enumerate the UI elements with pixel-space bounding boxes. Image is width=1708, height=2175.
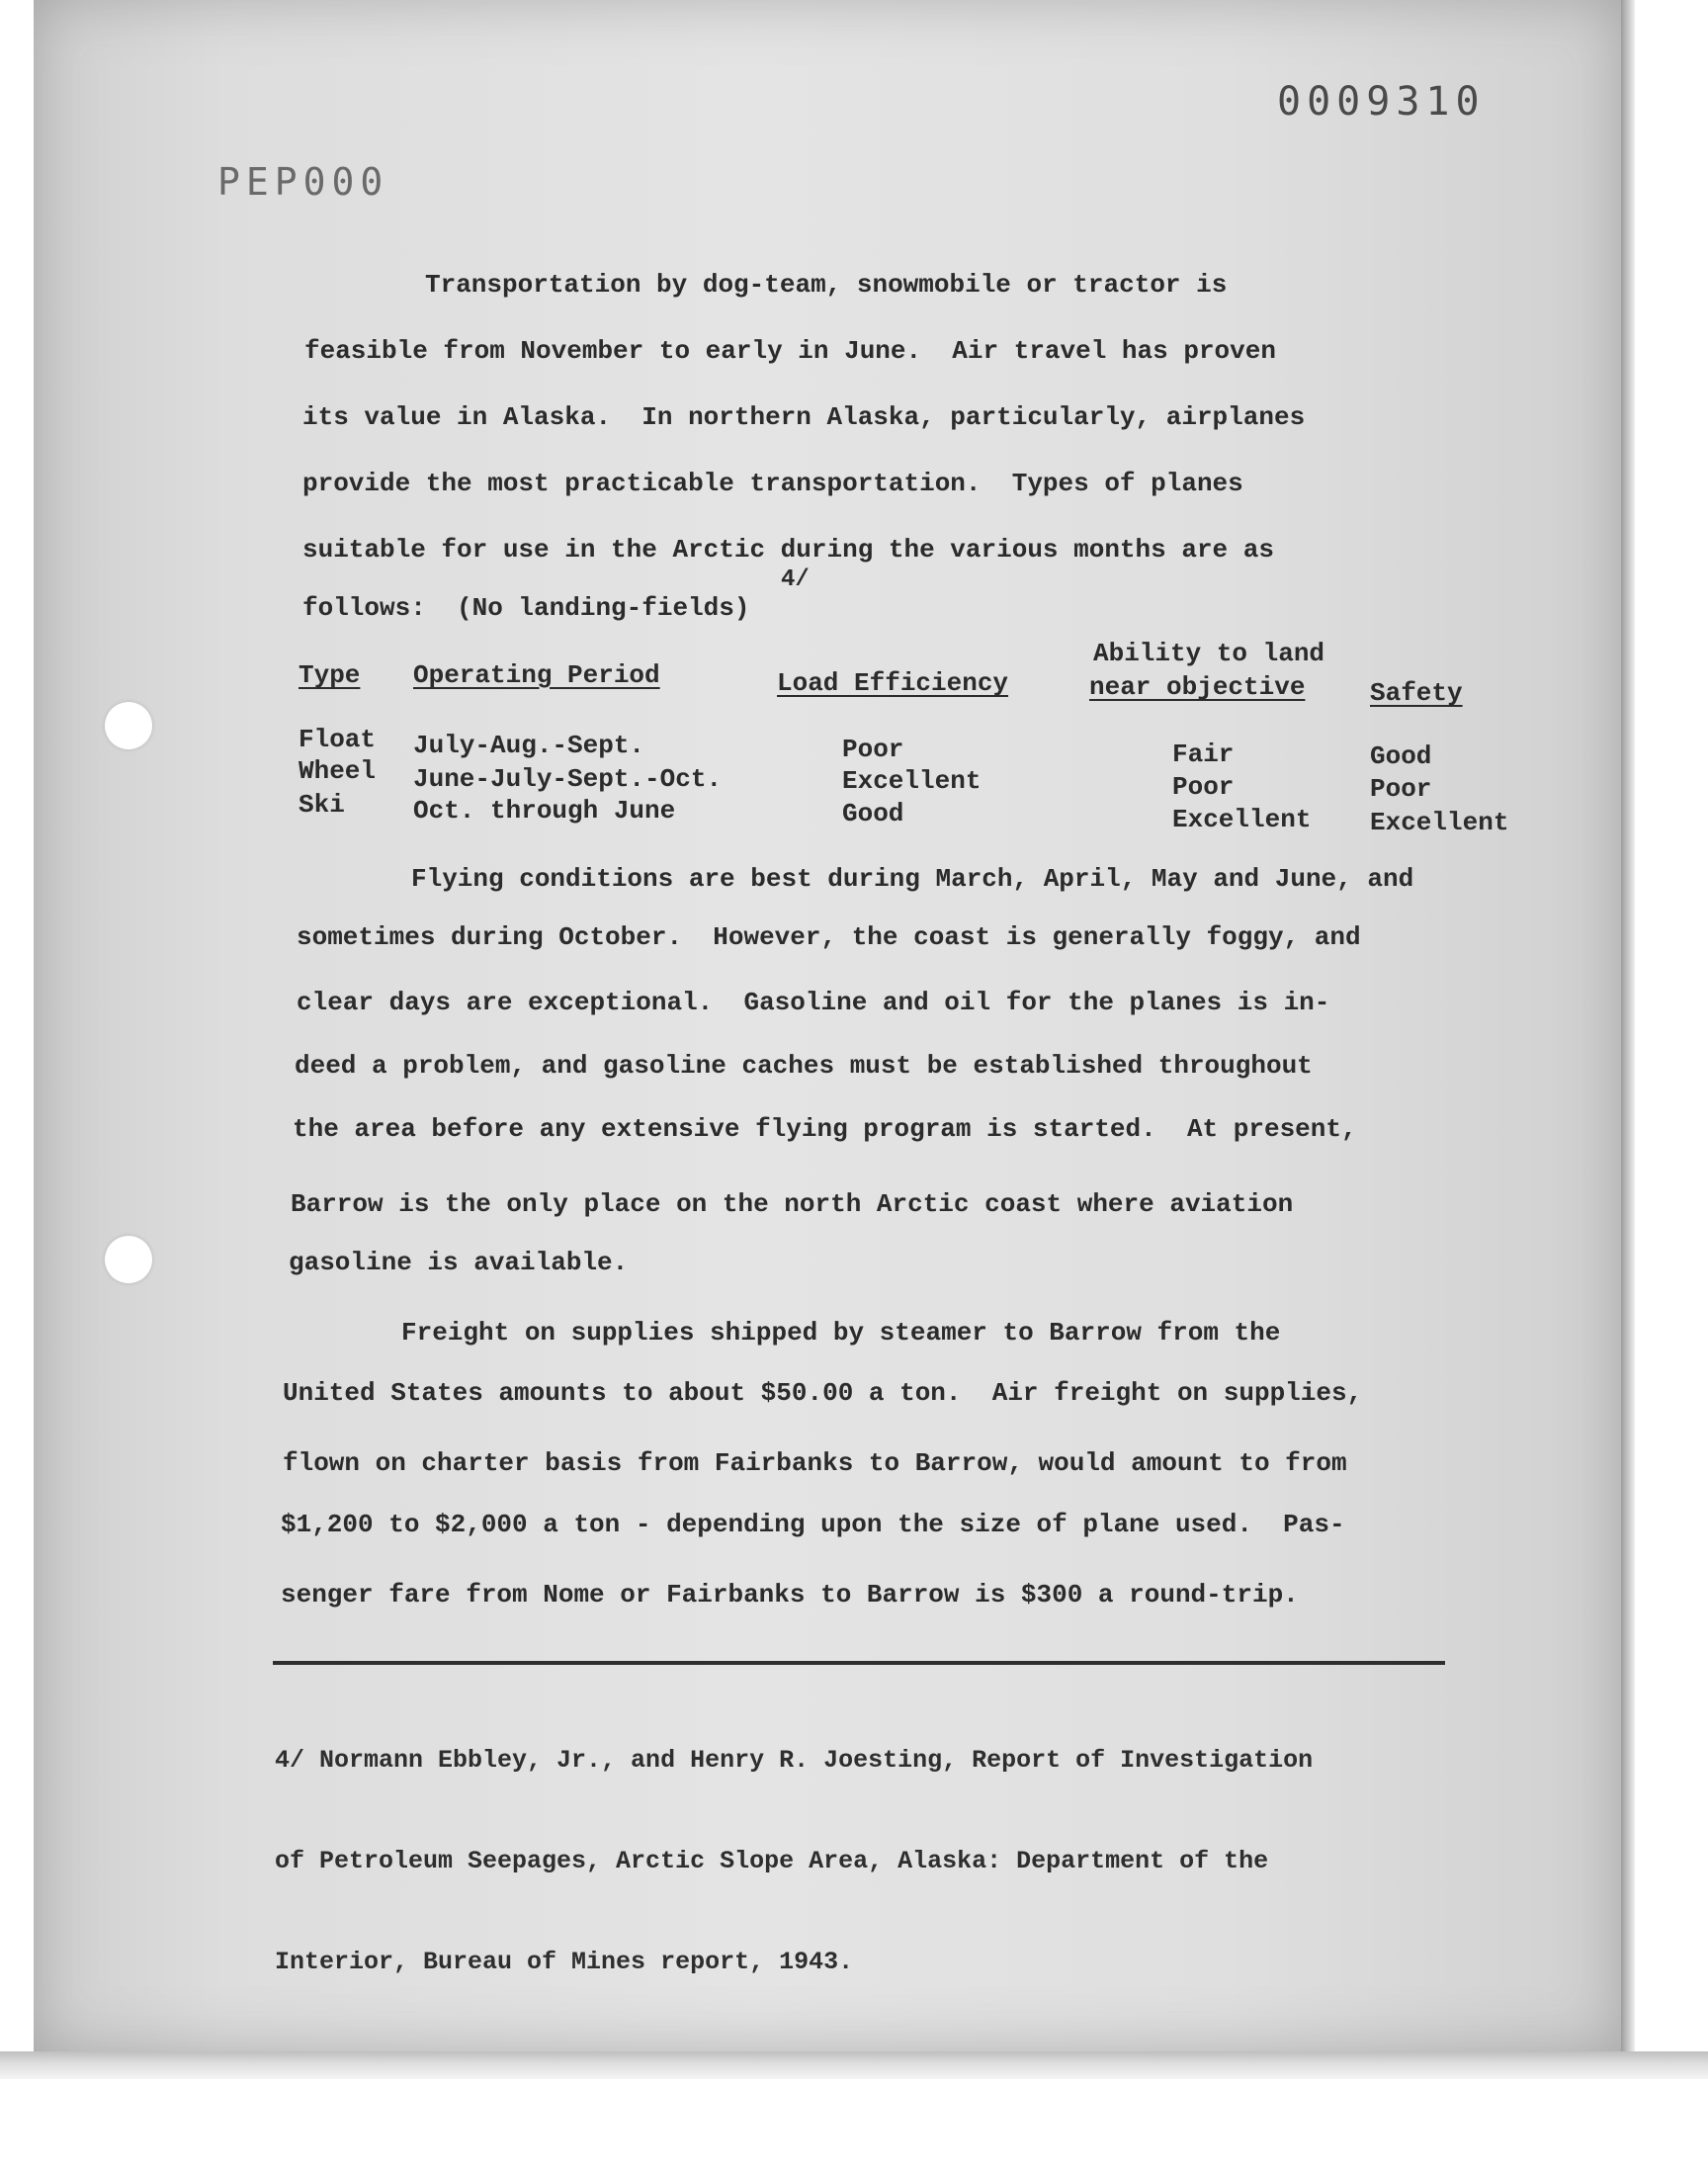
table-cell-load: Poor — [842, 735, 904, 764]
paragraph-line: follows: (No landing-fields) — [302, 593, 750, 623]
paragraph-line: senger fare from Nome or Fairbanks to Barrow is $300 a round-trip. — [281, 1580, 1299, 1610]
col-header-load-efficiency: Load Efficiency — [777, 668, 1009, 698]
table-cell-ability: Poor — [1172, 772, 1235, 802]
paragraph-line: feasible from November to early in June. Air travel has proven — [304, 336, 1276, 366]
footnote-reference: 4/ — [781, 566, 810, 593]
col-header-type: Type — [299, 660, 361, 690]
document-number-stamp: 0009310 — [1277, 79, 1486, 125]
paragraph-line: provide the most practicable transportation. Types of planes — [302, 469, 1243, 498]
table-cell-type: Wheel — [299, 756, 377, 786]
table-cell-safety: Excellent — [1370, 808, 1509, 837]
paragraph-line: clear days are exceptional. Gasoline and oil for the planes is in- — [297, 988, 1330, 1017]
table-cell-type: Float — [299, 725, 377, 754]
paragraph-line: gasoline is available. — [289, 1248, 629, 1277]
punch-hole-bottom — [105, 1236, 152, 1283]
punch-hole-top — [105, 702, 152, 749]
table-cell-period: July-Aug.-Sept. — [413, 731, 645, 760]
table-cell-type: Ski — [299, 790, 345, 820]
footnote-line: of Petroleum Seepages, Arctic Slope Area, Alaska: Department of the — [275, 1847, 1269, 1875]
paragraph-line: Flying conditions are best during March, April, May and June, and — [411, 864, 1414, 894]
table-cell-load: Good — [842, 799, 904, 828]
table-cell-safety: Good — [1370, 741, 1432, 771]
col-header-operating-period: Operating Period — [413, 660, 660, 690]
paragraph-line: Transportation by dog-team, snowmobile or tractor is — [425, 270, 1228, 300]
table-cell-period: June-July-Sept.-Oct. — [413, 764, 723, 794]
footnote-divider — [273, 1661, 1445, 1665]
paragraph-line: sometimes during October. However, the coast is generally foggy, and — [297, 922, 1361, 952]
paragraph-line: suitable for use in the Arctic during the various months are as — [302, 535, 1274, 565]
table-cell-ability: Fair — [1172, 740, 1235, 769]
reverse-number-stamp: PEP000 — [217, 160, 389, 204]
footnote-line: 4/ Normann Ebbley, Jr., and Henry R. Joesting, Report of Investigation — [275, 1746, 1314, 1775]
paragraph-line: Barrow is the only place on the north Arctic coast where aviation — [291, 1189, 1294, 1219]
table-cell-period: Oct. through June — [413, 796, 676, 826]
paragraph-line: flown on charter basis from Fairbanks to Barrow, would amount to from — [283, 1448, 1347, 1478]
paragraph-line: deed a problem, and gasoline caches must be established throughout — [295, 1051, 1313, 1081]
paper-right-edge — [1621, 0, 1635, 2051]
col-header-ability-line1: Ability to land — [1093, 639, 1325, 668]
paragraph-line: its value in Alaska. In northern Alaska, particularly, airplanes — [302, 402, 1306, 432]
col-header-safety: Safety — [1370, 678, 1463, 708]
table-cell-ability: Excellent — [1172, 805, 1312, 834]
paper-bottom-edge — [0, 2051, 1708, 2079]
footnote-line: Interior, Bureau of Mines report, 1943. — [275, 1948, 854, 1976]
table-cell-load: Excellent — [842, 766, 982, 796]
col-header-ability-line2: near objective — [1089, 672, 1306, 702]
paragraph-line: $1,200 to $2,000 a ton - depending upon the size of plane used. Pas- — [281, 1510, 1345, 1539]
paragraph-line: Freight on supplies shipped by steamer to Barrow from the — [401, 1318, 1281, 1348]
paragraph-line: United States amounts to about $50.00 a ton. Air freight on supplies, — [283, 1378, 1363, 1408]
paragraph-line: the area before any extensive flying program is started. At present, — [293, 1114, 1357, 1144]
footnote — [275, 1677, 1313, 2046]
table-cell-safety: Poor — [1370, 774, 1432, 804]
